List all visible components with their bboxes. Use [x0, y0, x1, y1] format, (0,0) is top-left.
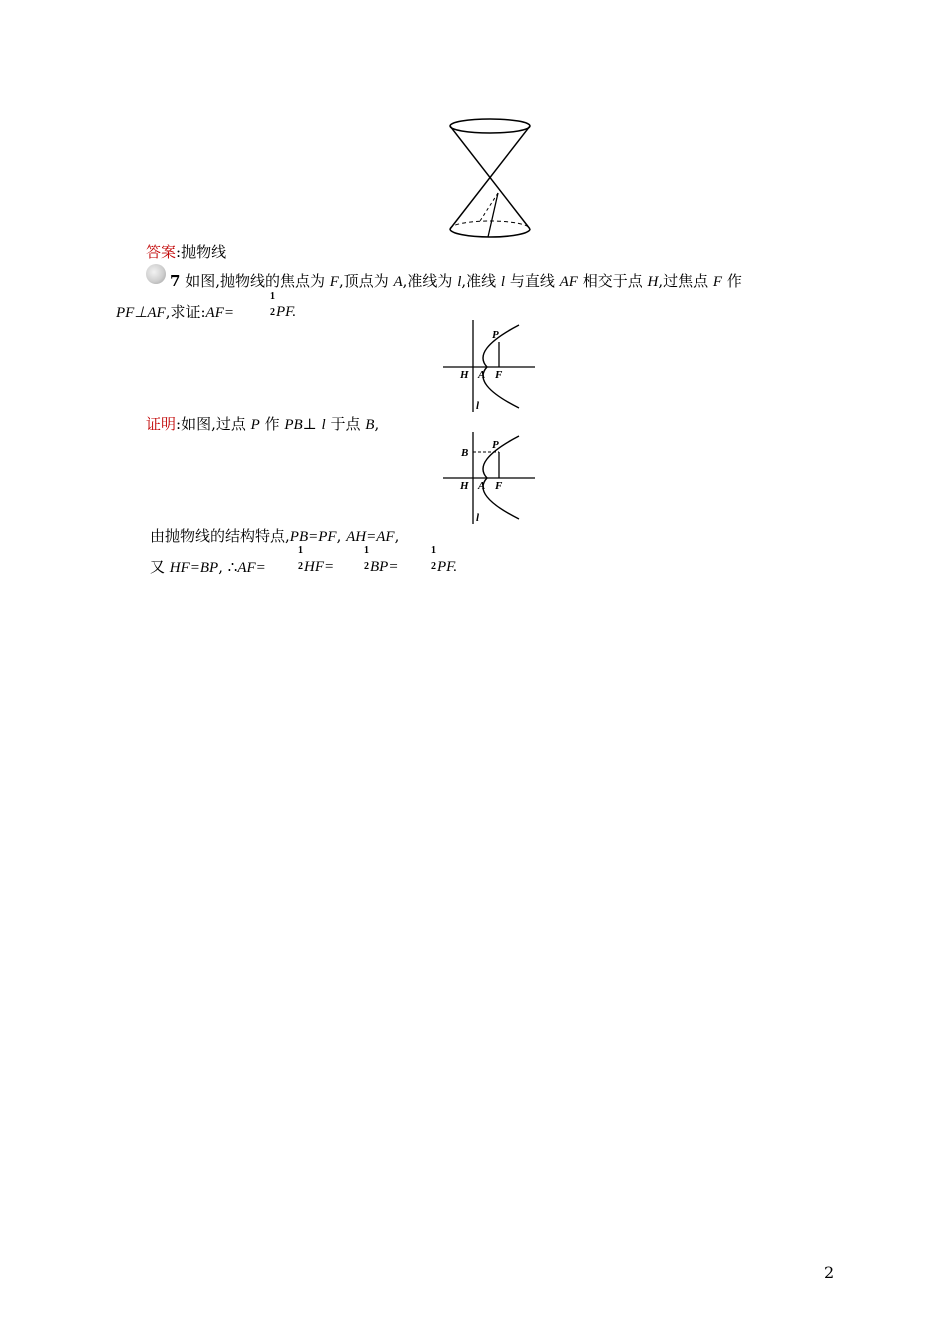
cone-section-line [488, 193, 498, 237]
proof-text-line1 [181, 415, 379, 433]
label-A: A [478, 480, 486, 492]
proof-text-line2 [150, 527, 399, 545]
text-run: 如图,过点 [181, 415, 251, 433]
text-run: l [500, 274, 506, 290]
label-F: F [495, 480, 503, 492]
text-run: 作 [259, 415, 285, 433]
text-run: F [712, 274, 723, 290]
problem-frac-den: 2 [270, 307, 275, 318]
label-l: l [476, 512, 480, 524]
label-F: F [495, 369, 503, 381]
text-run: F [329, 274, 339, 290]
proof-therefore: , ∴ [218, 558, 238, 576]
text-run: , [336, 527, 347, 545]
problem-frac-num: 1 [270, 291, 275, 302]
proof-af: AF= [237, 560, 266, 576]
double-cone-figure [445, 115, 535, 243]
text-run: , [394, 527, 400, 545]
problem-line-2 [116, 303, 234, 322]
proof-hf: HF= [304, 559, 335, 575]
text-run: 作 [722, 272, 742, 290]
proof-frac2-num: 1 [364, 545, 369, 556]
label-B: B [461, 447, 469, 459]
answer-line [146, 243, 226, 261]
problem-eq-rhs: PF. [276, 304, 297, 320]
text-run: 如图,抛物线的焦点为 [185, 272, 330, 290]
label-H: H [460, 369, 469, 381]
problem-prove: ,求证: [165, 303, 206, 321]
text-run: AF [559, 274, 578, 290]
problem-line-1 [170, 272, 742, 291]
problem-number: 7 [170, 272, 181, 290]
text-run: l [457, 274, 462, 290]
proof-label: 证明 [146, 415, 177, 433]
proof-line-3 [150, 558, 266, 577]
parabola-figure-1 [443, 320, 538, 412]
answer-text: 抛物线 [181, 243, 227, 261]
parabola-figure-2 [443, 432, 538, 524]
problem-badge-icon [146, 264, 166, 284]
text-run: 于点 [325, 415, 366, 433]
proof-frac1-num: 1 [298, 545, 303, 556]
proof-bp: BP= [370, 559, 399, 575]
label-A: A [478, 369, 486, 381]
proof-also: 又 [150, 558, 170, 576]
text-run: A [393, 274, 403, 290]
problem-perp: PF⊥AF [116, 305, 166, 321]
proof-line-1 [146, 415, 379, 434]
proof-frac1-den: 2 [298, 561, 303, 572]
problem-eq-lhs: AF= [205, 305, 234, 321]
text-run: PB=PF [289, 529, 337, 545]
text-run: 由抛物线的结构特点, [150, 527, 290, 545]
proof-hf-bp: HF=BP [169, 560, 219, 576]
page-number: 2 [824, 1263, 835, 1282]
text-run: 相交于点 [577, 272, 648, 290]
text-run: ,准线为 [402, 272, 458, 290]
text-run: AH=AF [346, 529, 395, 545]
text-run: PB [284, 417, 303, 433]
text-run: 与直线 [505, 272, 560, 290]
label-l: l [476, 400, 480, 412]
label-P: P [492, 329, 499, 341]
text-run: B [365, 417, 375, 433]
text-run: H [647, 274, 659, 290]
proof-pf: PF. [437, 559, 458, 575]
text-run: P [250, 417, 260, 433]
answer-label: 答案 [146, 243, 177, 261]
proof-line-2 [150, 527, 399, 546]
label-H: H [460, 480, 469, 492]
label-P: P [492, 439, 499, 451]
text-run: ,准线 [461, 272, 501, 290]
proof-frac2-den: 2 [364, 561, 369, 572]
text-run: , [374, 415, 380, 433]
cone-top-rim [450, 119, 530, 133]
text-run: ,顶点为 [338, 272, 394, 290]
problem-text-line1 [185, 272, 742, 290]
answer-colon: : [176, 243, 182, 261]
text-run: ,过焦点 [658, 272, 713, 290]
proof-frac3-num: 1 [431, 545, 436, 556]
proof-frac3-den: 2 [431, 561, 436, 572]
text-run: ⊥ [302, 415, 322, 433]
proof-colon: : [176, 415, 182, 433]
text-run: l [321, 417, 326, 433]
